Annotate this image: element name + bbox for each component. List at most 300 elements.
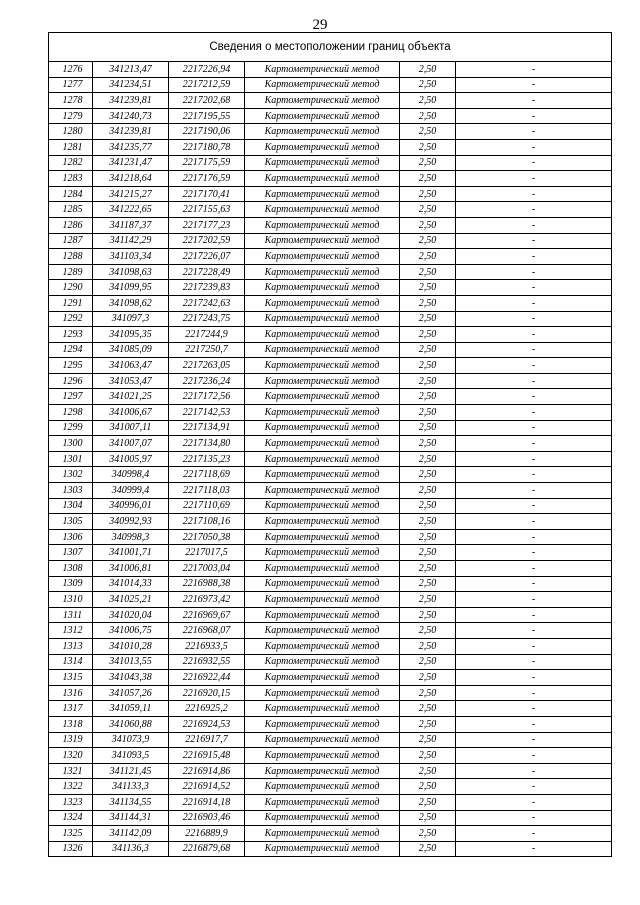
- table-row: [49, 155, 612, 171]
- x-coordinate-cell: 341121,45: [93, 763, 169, 779]
- description-cell: -: [456, 561, 612, 577]
- x-coordinate-cell: 340999,4: [93, 483, 169, 499]
- y-coordinate-cell: 2217180,78: [169, 139, 245, 155]
- description-cell: -: [456, 186, 612, 202]
- description-cell: -: [456, 420, 612, 436]
- method-cell: Картометрический метод: [245, 77, 400, 93]
- point-number-cell: 1292: [49, 311, 93, 327]
- description-cell: -: [456, 763, 612, 779]
- description-cell: -: [456, 545, 612, 561]
- point-number-cell: 1307: [49, 545, 93, 561]
- accuracy-cell: 2,50: [400, 202, 456, 218]
- point-number-cell: 1302: [49, 467, 93, 483]
- point-number-cell: 1308: [49, 561, 93, 577]
- y-coordinate-cell: 2216968,07: [169, 623, 245, 639]
- description-cell: -: [456, 77, 612, 93]
- description-cell: -: [456, 794, 612, 810]
- y-coordinate-cell: 2217176,59: [169, 171, 245, 187]
- x-coordinate-cell: 341057,26: [93, 685, 169, 701]
- table-row: [49, 592, 612, 608]
- accuracy-cell: 2,50: [400, 155, 456, 171]
- point-number-cell: 1276: [49, 62, 93, 78]
- table-row: [49, 264, 612, 280]
- method-cell: Картометрический метод: [245, 233, 400, 249]
- description-cell: -: [456, 529, 612, 545]
- description-cell: -: [456, 623, 612, 639]
- method-cell: Картометрический метод: [245, 420, 400, 436]
- x-coordinate-cell: 341073,9: [93, 732, 169, 748]
- description-cell: -: [456, 685, 612, 701]
- table-row: [49, 405, 612, 421]
- description-cell: -: [456, 826, 612, 842]
- accuracy-cell: 2,50: [400, 592, 456, 608]
- accuracy-cell: 2,50: [400, 810, 456, 826]
- accuracy-cell: 2,50: [400, 638, 456, 654]
- x-coordinate-cell: 341103,34: [93, 249, 169, 265]
- y-coordinate-cell: 2217155,63: [169, 202, 245, 218]
- method-cell: Картометрический метод: [245, 295, 400, 311]
- table-row: [49, 139, 612, 155]
- accuracy-cell: 2,50: [400, 358, 456, 374]
- point-number-cell: 1298: [49, 405, 93, 421]
- accuracy-cell: 2,50: [400, 748, 456, 764]
- accuracy-cell: 2,50: [400, 826, 456, 842]
- point-number-cell: 1289: [49, 264, 93, 280]
- accuracy-cell: 2,50: [400, 264, 456, 280]
- point-number-cell: 1286: [49, 217, 93, 233]
- x-coordinate-cell: 341063,47: [93, 358, 169, 374]
- accuracy-cell: 2,50: [400, 139, 456, 155]
- accuracy-cell: 2,50: [400, 529, 456, 545]
- point-number-cell: 1291: [49, 295, 93, 311]
- method-cell: Картометрический метод: [245, 389, 400, 405]
- description-cell: -: [456, 389, 612, 405]
- description-cell: -: [456, 327, 612, 343]
- x-coordinate-cell: 341006,81: [93, 561, 169, 577]
- x-coordinate-cell: 341059,11: [93, 701, 169, 717]
- point-number-cell: 1305: [49, 514, 93, 530]
- table-row: [49, 607, 612, 623]
- accuracy-cell: 2,50: [400, 295, 456, 311]
- x-coordinate-cell: 341134,55: [93, 794, 169, 810]
- x-coordinate-cell: 341218,64: [93, 171, 169, 187]
- accuracy-cell: 2,50: [400, 108, 456, 124]
- method-cell: Картометрический метод: [245, 280, 400, 296]
- x-coordinate-cell: 341098,63: [93, 264, 169, 280]
- table-row: [49, 420, 612, 436]
- x-coordinate-cell: 341235,77: [93, 139, 169, 155]
- table-row: [49, 779, 612, 795]
- description-cell: -: [456, 810, 612, 826]
- x-coordinate-cell: 341144,31: [93, 810, 169, 826]
- x-coordinate-cell: 341043,38: [93, 670, 169, 686]
- table-row: [49, 794, 612, 810]
- description-cell: -: [456, 295, 612, 311]
- table-row: [49, 217, 612, 233]
- x-coordinate-cell: 340992,93: [93, 514, 169, 530]
- method-cell: Картометрический метод: [245, 342, 400, 358]
- y-coordinate-cell: 2217175,59: [169, 155, 245, 171]
- description-cell: -: [456, 654, 612, 670]
- y-coordinate-cell: 2217172,56: [169, 389, 245, 405]
- method-cell: Картометрический метод: [245, 592, 400, 608]
- y-coordinate-cell: 2217236,24: [169, 373, 245, 389]
- x-coordinate-cell: 341231,47: [93, 155, 169, 171]
- point-number-cell: 1304: [49, 498, 93, 514]
- x-coordinate-cell: 341215,27: [93, 186, 169, 202]
- table-row: [49, 498, 612, 514]
- y-coordinate-cell: 2217226,07: [169, 249, 245, 265]
- method-cell: Картометрический метод: [245, 405, 400, 421]
- table-row: [49, 654, 612, 670]
- x-coordinate-cell: 341222,65: [93, 202, 169, 218]
- description-cell: -: [456, 670, 612, 686]
- accuracy-cell: 2,50: [400, 514, 456, 530]
- point-number-cell: 1318: [49, 716, 93, 732]
- table-row: [49, 233, 612, 249]
- x-coordinate-cell: 341142,09: [93, 826, 169, 842]
- y-coordinate-cell: 2216973,42: [169, 592, 245, 608]
- x-coordinate-cell: 341093,5: [93, 748, 169, 764]
- method-cell: Картометрический метод: [245, 841, 400, 857]
- method-cell: Картометрический метод: [245, 264, 400, 280]
- x-coordinate-cell: 341010,28: [93, 638, 169, 654]
- description-cell: -: [456, 108, 612, 124]
- table-row: [49, 732, 612, 748]
- description-cell: -: [456, 249, 612, 265]
- accuracy-cell: 2,50: [400, 685, 456, 701]
- accuracy-cell: 2,50: [400, 545, 456, 561]
- method-cell: Картометрический метод: [245, 93, 400, 109]
- table-row: [49, 826, 612, 842]
- table-row: [49, 280, 612, 296]
- accuracy-cell: 2,50: [400, 373, 456, 389]
- y-coordinate-cell: 2217108,16: [169, 514, 245, 530]
- method-cell: Картометрический метод: [245, 638, 400, 654]
- method-cell: Картометрический метод: [245, 732, 400, 748]
- x-coordinate-cell: 341142,29: [93, 233, 169, 249]
- method-cell: Картометрический метод: [245, 716, 400, 732]
- point-number-cell: 1290: [49, 280, 93, 296]
- description-cell: -: [456, 592, 612, 608]
- description-cell: -: [456, 607, 612, 623]
- x-coordinate-cell: 341187,37: [93, 217, 169, 233]
- description-cell: -: [456, 93, 612, 109]
- method-cell: Картометрический метод: [245, 607, 400, 623]
- point-number-cell: 1306: [49, 529, 93, 545]
- method-cell: Картометрический метод: [245, 561, 400, 577]
- y-coordinate-cell: 2216924,53: [169, 716, 245, 732]
- description-cell: -: [456, 716, 612, 732]
- point-number-cell: 1280: [49, 124, 93, 140]
- point-number-cell: 1310: [49, 592, 93, 608]
- description-cell: -: [456, 171, 612, 187]
- table-row: [49, 373, 612, 389]
- table-row: [49, 514, 612, 530]
- description-cell: -: [456, 373, 612, 389]
- method-cell: Картометрический метод: [245, 451, 400, 467]
- accuracy-cell: 2,50: [400, 498, 456, 514]
- point-number-cell: 1313: [49, 638, 93, 654]
- method-cell: Картометрический метод: [245, 217, 400, 233]
- table-row: [49, 62, 612, 78]
- table-row: [49, 295, 612, 311]
- method-cell: Картометрический метод: [245, 249, 400, 265]
- accuracy-cell: 2,50: [400, 794, 456, 810]
- y-coordinate-cell: 2217228,49: [169, 264, 245, 280]
- method-cell: Картометрический метод: [245, 124, 400, 140]
- y-coordinate-cell: 2216988,38: [169, 576, 245, 592]
- method-cell: Картометрический метод: [245, 763, 400, 779]
- table-row: [49, 108, 612, 124]
- table-row: [49, 467, 612, 483]
- table-row: [49, 748, 612, 764]
- point-number-cell: 1312: [49, 623, 93, 639]
- method-cell: Картометрический метод: [245, 155, 400, 171]
- method-cell: Картометрический метод: [245, 202, 400, 218]
- accuracy-cell: 2,50: [400, 405, 456, 421]
- method-cell: Картометрический метод: [245, 327, 400, 343]
- accuracy-cell: 2,50: [400, 763, 456, 779]
- description-cell: -: [456, 62, 612, 78]
- method-cell: Картометрический метод: [245, 654, 400, 670]
- method-cell: Картометрический метод: [245, 623, 400, 639]
- table-row: [49, 701, 612, 717]
- accuracy-cell: 2,50: [400, 77, 456, 93]
- accuracy-cell: 2,50: [400, 483, 456, 499]
- accuracy-cell: 2,50: [400, 342, 456, 358]
- description-cell: -: [456, 217, 612, 233]
- accuracy-cell: 2,50: [400, 561, 456, 577]
- method-cell: Картометрический метод: [245, 670, 400, 686]
- table-row: [49, 186, 612, 202]
- y-coordinate-cell: 2217110,69: [169, 498, 245, 514]
- accuracy-cell: 2,50: [400, 841, 456, 857]
- method-cell: Картометрический метод: [245, 514, 400, 530]
- description-cell: -: [456, 779, 612, 795]
- y-coordinate-cell: 2217202,59: [169, 233, 245, 249]
- description-cell: -: [456, 311, 612, 327]
- description-cell: -: [456, 358, 612, 374]
- description-cell: -: [456, 576, 612, 592]
- method-cell: Картометрический метод: [245, 529, 400, 545]
- y-coordinate-cell: 2217212,59: [169, 77, 245, 93]
- table-row: [49, 436, 612, 452]
- description-cell: -: [456, 280, 612, 296]
- table-row: [49, 685, 612, 701]
- y-coordinate-cell: 2217017,5: [169, 545, 245, 561]
- description-cell: -: [456, 451, 612, 467]
- table-row: [49, 171, 612, 187]
- point-number-cell: 1316: [49, 685, 93, 701]
- accuracy-cell: 2,50: [400, 420, 456, 436]
- table-row: [49, 623, 612, 639]
- x-coordinate-cell: 341006,75: [93, 623, 169, 639]
- x-coordinate-cell: 341020,04: [93, 607, 169, 623]
- point-number-cell: 1300: [49, 436, 93, 452]
- accuracy-cell: 2,50: [400, 467, 456, 483]
- x-coordinate-cell: 341005,97: [93, 451, 169, 467]
- table-row: [49, 670, 612, 686]
- y-coordinate-cell: 2217226,94: [169, 62, 245, 78]
- y-coordinate-cell: 2217250,7: [169, 342, 245, 358]
- method-cell: Картометрический метод: [245, 701, 400, 717]
- y-coordinate-cell: 2216915,48: [169, 748, 245, 764]
- point-number-cell: 1326: [49, 841, 93, 857]
- y-coordinate-cell: 2217202,68: [169, 93, 245, 109]
- y-coordinate-cell: 2216879,68: [169, 841, 245, 857]
- accuracy-cell: 2,50: [400, 233, 456, 249]
- description-cell: -: [456, 701, 612, 717]
- method-cell: Картометрический метод: [245, 139, 400, 155]
- y-coordinate-cell: 2217050,38: [169, 529, 245, 545]
- description-cell: -: [456, 748, 612, 764]
- x-coordinate-cell: 341095,35: [93, 327, 169, 343]
- point-number-cell: 1319: [49, 732, 93, 748]
- point-number-cell: 1325: [49, 826, 93, 842]
- method-cell: Картометрический метод: [245, 748, 400, 764]
- point-number-cell: 1294: [49, 342, 93, 358]
- table-title: Сведения о местоположении границ объекта: [49, 33, 612, 62]
- y-coordinate-cell: 2217134,91: [169, 420, 245, 436]
- table-row: [49, 342, 612, 358]
- table-row: [49, 561, 612, 577]
- point-number-cell: 1320: [49, 748, 93, 764]
- description-cell: -: [456, 436, 612, 452]
- x-coordinate-cell: 340996,01: [93, 498, 169, 514]
- x-coordinate-cell: 341021,25: [93, 389, 169, 405]
- description-cell: -: [456, 264, 612, 280]
- x-coordinate-cell: 341007,07: [93, 436, 169, 452]
- point-number-cell: 1285: [49, 202, 93, 218]
- description-cell: -: [456, 514, 612, 530]
- table-row: [49, 202, 612, 218]
- y-coordinate-cell: 2216914,52: [169, 779, 245, 795]
- accuracy-cell: 2,50: [400, 576, 456, 592]
- point-number-cell: 1293: [49, 327, 93, 343]
- method-cell: Картометрический метод: [245, 498, 400, 514]
- x-coordinate-cell: 341234,51: [93, 77, 169, 93]
- point-number-cell: 1279: [49, 108, 93, 124]
- x-coordinate-cell: 341006,67: [93, 405, 169, 421]
- table-row: [49, 483, 612, 499]
- accuracy-cell: 2,50: [400, 732, 456, 748]
- method-cell: Картометрический метод: [245, 545, 400, 561]
- accuracy-cell: 2,50: [400, 389, 456, 405]
- method-cell: Картометрический метод: [245, 576, 400, 592]
- boundary-table-container: [48, 32, 611, 857]
- description-cell: -: [456, 139, 612, 155]
- description-cell: -: [456, 155, 612, 171]
- table-row: [49, 327, 612, 343]
- y-coordinate-cell: 2217195,55: [169, 108, 245, 124]
- x-coordinate-cell: 341239,81: [93, 124, 169, 140]
- y-coordinate-cell: 2216917,7: [169, 732, 245, 748]
- y-coordinate-cell: 2217118,69: [169, 467, 245, 483]
- x-coordinate-cell: 341053,47: [93, 373, 169, 389]
- accuracy-cell: 2,50: [400, 311, 456, 327]
- method-cell: Картометрический метод: [245, 171, 400, 187]
- table-row: [49, 529, 612, 545]
- method-cell: Картометрический метод: [245, 483, 400, 499]
- description-cell: -: [456, 202, 612, 218]
- point-number-cell: 1309: [49, 576, 93, 592]
- point-number-cell: 1281: [49, 139, 93, 155]
- method-cell: Картометрический метод: [245, 108, 400, 124]
- method-cell: Картометрический метод: [245, 685, 400, 701]
- table-row: [49, 358, 612, 374]
- method-cell: Картометрический метод: [245, 826, 400, 842]
- accuracy-cell: 2,50: [400, 327, 456, 343]
- description-cell: -: [456, 405, 612, 421]
- x-coordinate-cell: 341239,81: [93, 93, 169, 109]
- accuracy-cell: 2,50: [400, 451, 456, 467]
- x-coordinate-cell: 341001,71: [93, 545, 169, 561]
- accuracy-cell: 2,50: [400, 124, 456, 140]
- accuracy-cell: 2,50: [400, 623, 456, 639]
- x-coordinate-cell: 341136,3: [93, 841, 169, 857]
- point-number-cell: 1321: [49, 763, 93, 779]
- description-cell: -: [456, 498, 612, 514]
- x-coordinate-cell: 340998,3: [93, 529, 169, 545]
- point-number-cell: 1299: [49, 420, 93, 436]
- point-number-cell: 1277: [49, 77, 93, 93]
- table-row: [49, 576, 612, 592]
- description-cell: -: [456, 467, 612, 483]
- table-row: [49, 810, 612, 826]
- table-row: [49, 763, 612, 779]
- accuracy-cell: 2,50: [400, 93, 456, 109]
- method-cell: Картометрический метод: [245, 62, 400, 78]
- description-cell: -: [456, 638, 612, 654]
- table-row: [49, 93, 612, 109]
- y-coordinate-cell: 2217239,83: [169, 280, 245, 296]
- point-number-cell: 1301: [49, 451, 93, 467]
- description-cell: -: [456, 841, 612, 857]
- point-number-cell: 1284: [49, 186, 93, 202]
- y-coordinate-cell: 2217244,9: [169, 327, 245, 343]
- accuracy-cell: 2,50: [400, 171, 456, 187]
- point-number-cell: 1287: [49, 233, 93, 249]
- y-coordinate-cell: 2217243,75: [169, 311, 245, 327]
- accuracy-cell: 2,50: [400, 436, 456, 452]
- y-coordinate-cell: 2217142,53: [169, 405, 245, 421]
- accuracy-cell: 2,50: [400, 186, 456, 202]
- table-row: [49, 311, 612, 327]
- x-coordinate-cell: 340998,4: [93, 467, 169, 483]
- description-cell: -: [456, 732, 612, 748]
- description-cell: -: [456, 342, 612, 358]
- point-number-cell: 1282: [49, 155, 93, 171]
- y-coordinate-cell: 2217177,23: [169, 217, 245, 233]
- accuracy-cell: 2,50: [400, 716, 456, 732]
- method-cell: Картометрический метод: [245, 436, 400, 452]
- method-cell: Картометрический метод: [245, 794, 400, 810]
- x-coordinate-cell: 341007,11: [93, 420, 169, 436]
- x-coordinate-cell: 341085,09: [93, 342, 169, 358]
- table-row: [49, 638, 612, 654]
- point-number-cell: 1315: [49, 670, 93, 686]
- method-cell: Картометрический метод: [245, 358, 400, 374]
- y-coordinate-cell: 2216932,55: [169, 654, 245, 670]
- x-coordinate-cell: 341025,21: [93, 592, 169, 608]
- y-coordinate-cell: 2216925,2: [169, 701, 245, 717]
- table-row: [49, 77, 612, 93]
- point-number-cell: 1314: [49, 654, 93, 670]
- x-coordinate-cell: 341099,95: [93, 280, 169, 296]
- method-cell: Картометрический метод: [245, 311, 400, 327]
- y-coordinate-cell: 2216889,9: [169, 826, 245, 842]
